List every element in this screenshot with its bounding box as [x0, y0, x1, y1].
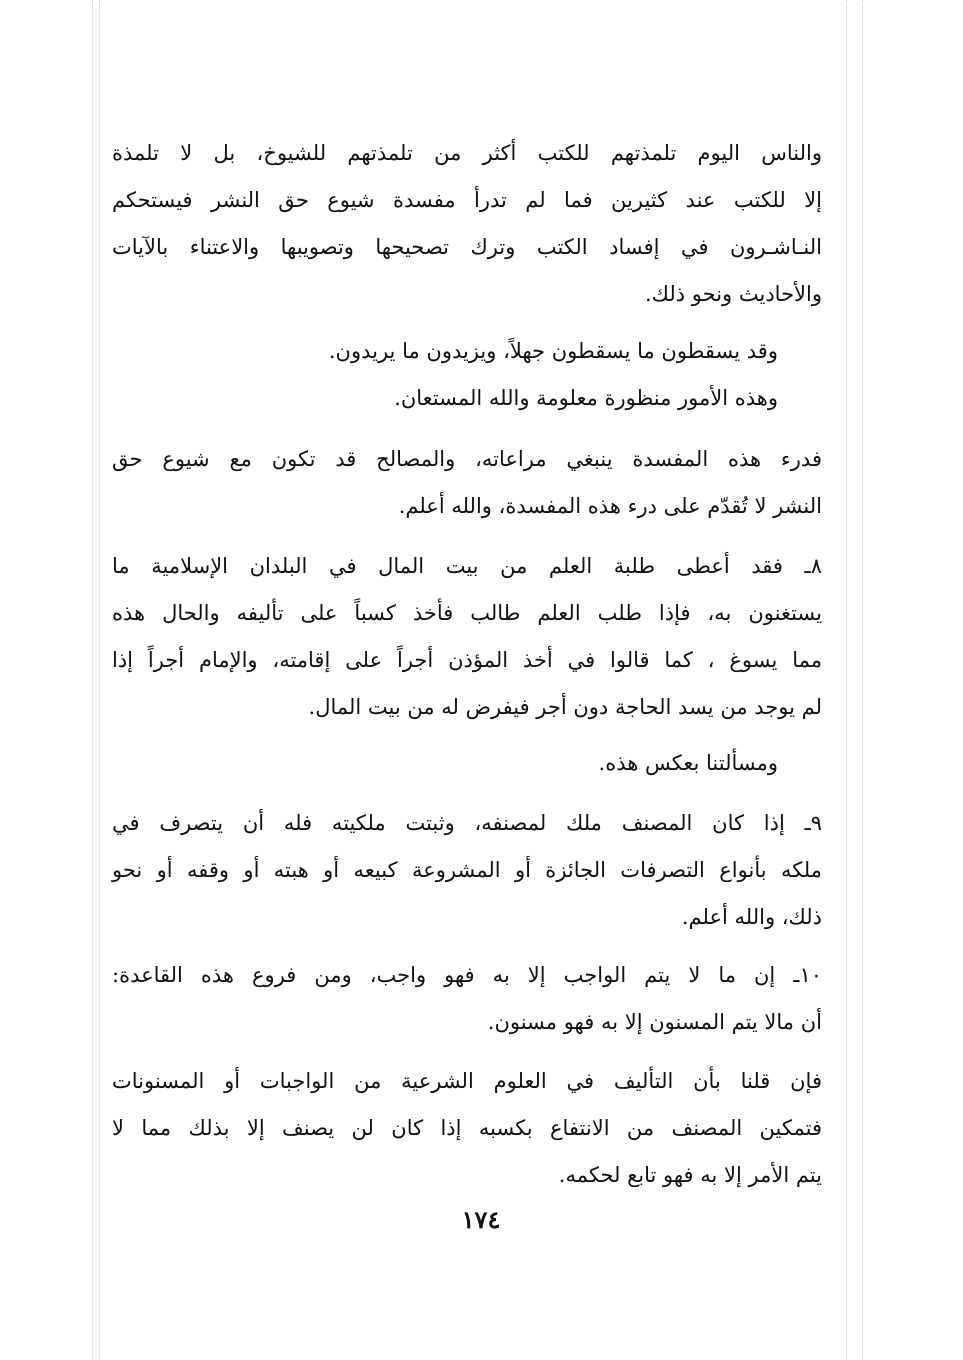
paragraph-3 [112, 436, 822, 530]
paragraph-5 [400, 740, 778, 787]
text-line: ومسألتنا بعكس هذه. [598, 751, 778, 775]
text-line: النشر لا تُقدّم على درء هذه المفسدة، والله أعلم. [398, 494, 822, 518]
paragraph-8 [112, 1058, 822, 1199]
text-line: والناس اليوم تلمذتهم للكتب أكثر من تلمذتهم للشيوخ، بل لا تلمذة [112, 141, 822, 165]
text-line: إلا للكتب عند كثيرين فما لم تدرأ مفسدة شيوع حق النشر فيستحكم [112, 188, 822, 212]
text-line: يستغنون به، فإذا طلب العلم طالب فأخذ كسباً على تأليفه والحال هذه [112, 601, 822, 625]
text-line: لم يوجد من يسد الحاجة دون أجر فيفرض له من بيت المال. [308, 695, 822, 719]
scan-dotted-line [92, 0, 93, 1360]
paragraph-7 [112, 952, 822, 1046]
paragraph-2 [230, 328, 778, 422]
text-line: ملكه بأنواع التصرفات الجائزة أو المشروعة كبيعه أو هبته أو وقفه أو نحو [112, 858, 822, 882]
paragraph-1 [112, 130, 822, 318]
scan-dotted-line [862, 0, 863, 1360]
text-line: والأحاديث ونحو ذلك. [644, 282, 822, 306]
text-line: النـاشـرون في إفساد الكتب وترك تصحيحها وتصويبها والاعتناء بالآيات [112, 235, 822, 259]
scan-dotted-line [846, 0, 847, 1360]
text-line: وقد يسقطون ما يسقطون جهلاً، ويزيدون ما يريدون. [328, 339, 778, 363]
text-line: فإن قلنا بأن التأليف في العلوم الشرعية من الواجبات أو المسنونات [112, 1069, 822, 1093]
text-line: ٩ـ إذا كان المصنف ملك لمصنفه، وثبتت ملكيته فله أن يتصرف في [112, 811, 822, 835]
text-line: فدرء هذه المفسدة ينبغي مراعاته، والمصالح قد تكون مع شيوع حق [112, 447, 822, 471]
text-line: ٨ـ فقد أعطى طلبة العلم من بيت المال في البلدان الإسلامية ما [112, 554, 822, 578]
text-line: ١٠ـ إن ما لا يتم الواجب إلا به فهو واجب، ومن فروع هذه القاعدة: [112, 963, 822, 987]
paragraph-6 [112, 800, 822, 941]
text-line: وهذه الأمور منظورة معلومة والله المستعان. [394, 386, 778, 410]
text-line: فتمكين المصنف من الانتفاع بكسبه إذا كان لن يصنف إلا بذلك مما لا [112, 1116, 822, 1140]
text-line: مما يسوغ ، كما قالوا في أخذ المؤذن أجراً على إقامته، والإمام أجراً إذا [112, 648, 822, 672]
text-line: ذلك، والله أعلم. [681, 905, 822, 929]
scan-dotted-line [99, 0, 100, 1360]
paragraph-4 [112, 543, 822, 731]
text-line: يتم الأمر إلا به فهو تابع لحكمه. [558, 1163, 822, 1187]
page-number: ١٧٤ [461, 1205, 501, 1234]
text-line: أن مالا يتم المسنون إلا به فهو مسنون. [487, 1010, 822, 1034]
